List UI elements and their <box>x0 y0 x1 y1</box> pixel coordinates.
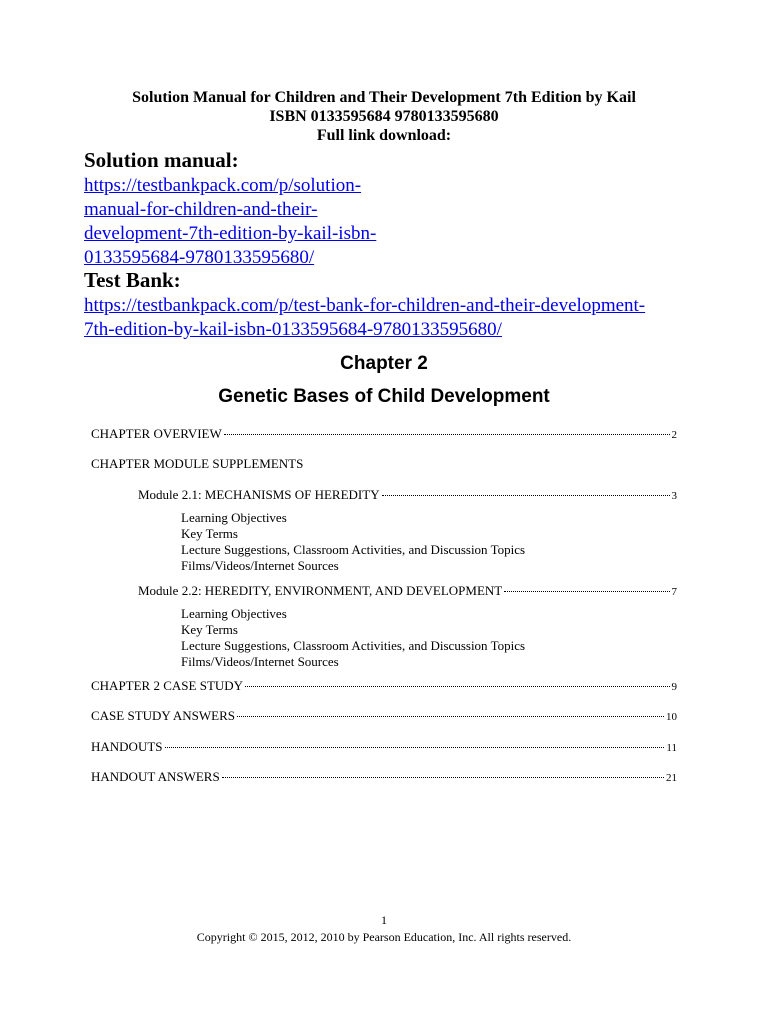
toc-leader-dots <box>504 591 669 592</box>
toc-entry-module-2-2[interactable] <box>138 583 677 600</box>
toc-subitem: Learning Objectives <box>181 606 287 621</box>
toc-entry-handouts[interactable] <box>91 739 677 756</box>
toc-entry-case-study[interactable] <box>91 678 677 695</box>
toc-subitem: Key Terms <box>181 526 238 541</box>
solution-manual-link-line[interactable]: development-7th-edition-by-kail-isbn- <box>84 223 377 244</box>
header-isbn: ISBN 0133595684 9780133595680 <box>269 108 499 125</box>
solution-manual-heading: Solution manual: <box>84 148 239 172</box>
test-bank-heading: Test Bank: <box>84 268 181 292</box>
chapter-title: Genetic Bases of Child Development <box>218 386 550 407</box>
toc-leader-dots <box>382 495 670 496</box>
solution-manual-link-line[interactable]: https://testbankpack.com/p/solution- <box>84 175 362 196</box>
toc-page-number: 3 <box>671 490 677 502</box>
toc-entry-label: HANDOUT ANSWERS <box>91 769 220 784</box>
solution-manual-link-line[interactable]: 0133595684-9780133595680/ <box>84 247 315 268</box>
toc-entry-label: Module 2.2: HEREDITY, ENVIRONMENT, AND DEVELOPMENT <box>138 583 503 598</box>
module-2-1-subitems <box>181 510 525 574</box>
toc-page-number: 10 <box>666 711 677 723</box>
toc-entry-label: HANDOUTS <box>91 739 163 754</box>
toc-entry-label: CASE STUDY ANSWERS <box>91 708 235 723</box>
toc-entry-module-2-1[interactable] <box>138 487 677 504</box>
header-download-label: Full link download: <box>316 127 452 144</box>
page-number: 1 <box>381 913 387 927</box>
toc-leader-dots <box>222 777 664 778</box>
toc-subitem: Learning Objectives <box>181 510 287 525</box>
toc-leader-dots <box>245 686 669 687</box>
header-title: Solution Manual for Children and Their Development 7th Edition by Kail <box>132 89 636 106</box>
toc-subitem: Lecture Suggestions, Classroom Activities, and Discussion Topics <box>181 638 526 653</box>
toc-leader-dots <box>224 434 670 435</box>
toc-page-number: 2 <box>671 429 677 441</box>
toc-leader-dots <box>237 716 664 717</box>
toc-entry-handout-answers[interactable] <box>91 769 677 786</box>
toc-leader-dots <box>165 747 665 748</box>
toc-entry-label: CHAPTER 2 CASE STUDY <box>91 678 244 693</box>
toc-section-supplements: CHAPTER MODULE SUPPLEMENTS <box>91 456 304 471</box>
toc-page-number: 11 <box>666 742 677 754</box>
toc-entry-case-study-answers[interactable] <box>91 708 677 725</box>
test-bank-link-line[interactable]: 7th-edition-by-kail-isbn-0133595684-9780133595680/ <box>84 319 502 340</box>
module-2-2-subitems <box>181 606 525 670</box>
test-bank-link-line[interactable]: https://testbankpack.com/p/test-bank-for-children-and-their-development- <box>84 295 646 316</box>
toc-subitem: Films/Videos/Internet Sources <box>181 654 339 669</box>
toc-entry-label: Module 2.1: MECHANISMS OF HEREDITY <box>138 487 380 502</box>
document-header <box>0 88 768 145</box>
toc-subitem: Films/Videos/Internet Sources <box>181 558 339 573</box>
solution-manual-link-line[interactable]: manual-for-children-and-their- <box>84 199 318 220</box>
toc-entry-label: CHAPTER OVERVIEW <box>91 426 222 441</box>
toc-subitem: Lecture Suggestions, Classroom Activities, and Discussion Topics <box>181 542 526 557</box>
toc-page-number: 7 <box>671 586 677 598</box>
toc-entry-chapter-overview[interactable] <box>91 426 677 443</box>
toc-page-number: 9 <box>671 681 677 693</box>
toc-page-number: 21 <box>666 772 677 784</box>
toc-subitem: Key Terms <box>181 622 238 637</box>
copyright-notice: Copyright © 2015, 2012, 2010 by Pearson Education, Inc. All rights reserved. <box>196 930 572 944</box>
chapter-label: Chapter 2 <box>340 353 428 374</box>
